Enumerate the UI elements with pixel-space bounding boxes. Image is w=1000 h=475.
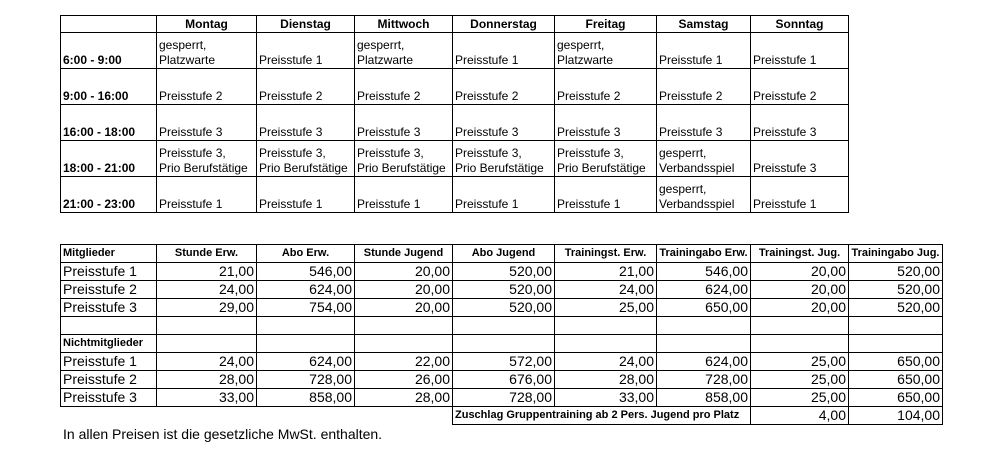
price-column-header (355, 245, 453, 263)
schedule-cell (751, 69, 849, 105)
price-value (657, 263, 751, 281)
price-level-text: Preisstufe 2 (63, 371, 137, 387)
price-column-header (657, 245, 751, 263)
header-label: Trainingst. Jug. (758, 247, 841, 259)
day-label: Donnerstag (470, 16, 537, 31)
price-value (555, 299, 657, 317)
schedule-cell (751, 105, 849, 141)
price-value-text: 28,00 (618, 371, 654, 387)
members-section-label (61, 245, 157, 263)
schedule-header-row (61, 16, 849, 33)
price-value-text: 728,00 (309, 371, 352, 387)
schedule-cell (257, 69, 355, 105)
schedule-cell-line: Verbandsspiel (659, 197, 735, 211)
price-value-text: 520,00 (897, 281, 940, 297)
schedule-cell (355, 177, 453, 213)
schedule-cell-line: Preisstufe 1 (753, 53, 817, 67)
price-row (61, 371, 943, 389)
day-label: Freitag (585, 16, 626, 31)
day-label: Sonntag (775, 16, 824, 31)
non-members-row (61, 335, 943, 353)
schedule-cell-line: Verbandsspiel (659, 161, 735, 175)
day-header (355, 16, 453, 33)
surcharge-value-text: 4,00 (818, 407, 846, 423)
price-value (849, 371, 943, 389)
day-label: Dienstag (280, 16, 331, 31)
schedule-cell (355, 141, 453, 177)
price-value-text: 676,00 (509, 371, 552, 387)
header-label: Mitglieder (63, 247, 115, 259)
empty-cell (61, 407, 157, 425)
price-value-text: 546,00 (705, 263, 748, 279)
price-value-text: 24,00 (218, 281, 254, 297)
day-header (257, 16, 355, 33)
schedule-cell-line: Prio Berufstätige (455, 161, 544, 175)
price-value (257, 353, 355, 371)
price-value-text: 26,00 (414, 371, 450, 387)
schedule-cell (355, 69, 453, 105)
price-value (657, 371, 751, 389)
schedule-corner-cell (61, 16, 157, 33)
schedule-cell-line: Preisstufe 3 (557, 125, 621, 139)
day-header (751, 16, 849, 33)
price-value (751, 353, 849, 371)
schedule-cell (453, 177, 555, 213)
schedule-cell-line: Preisstufe 3 (159, 125, 223, 139)
price-value-text: 24,00 (618, 353, 654, 369)
price-level-text: Preisstufe 3 (63, 389, 137, 405)
schedule-cell (257, 105, 355, 141)
price-level-label (61, 299, 157, 317)
schedule-cell (157, 105, 257, 141)
empty-cell (157, 407, 257, 425)
price-value-text: 28,00 (414, 389, 450, 405)
surcharge-text: Zuschlag Gruppentraining ab 2 Pers. Jugend pro Platz (455, 409, 740, 421)
price-column-header (453, 245, 555, 263)
header-label: Abo Erw. (281, 247, 330, 259)
price-value (849, 281, 943, 299)
price-value-text: 650,00 (897, 389, 940, 405)
day-label: Samstag (678, 16, 729, 31)
schedule-cell (157, 69, 257, 105)
schedule-cell-line: Preisstufe 3 (455, 125, 519, 139)
schedule-cell-line: Preisstufe 1 (455, 53, 519, 67)
price-value (751, 299, 849, 317)
price-value-text: 624,00 (705, 353, 748, 369)
time-slot (61, 141, 157, 177)
price-value (355, 299, 453, 317)
price-value (849, 299, 943, 317)
day-header (453, 16, 555, 33)
schedule-cell-line: Preisstufe 3, (357, 146, 424, 160)
schedule-cell (453, 69, 555, 105)
schedule-cell-line: Preisstufe 2 (455, 89, 519, 103)
price-level-label (61, 371, 157, 389)
schedule-cell-line: Preisstufe 3, (259, 146, 326, 160)
schedule-row (61, 69, 849, 105)
day-header (555, 16, 657, 33)
price-value-text: 858,00 (705, 389, 748, 405)
price-column-header (849, 245, 943, 263)
schedule-cell (157, 141, 257, 177)
schedule-cell (157, 33, 257, 69)
schedule-cell-line: Preisstufe 3, (557, 146, 624, 160)
price-value (157, 389, 257, 407)
price-value-text: 24,00 (618, 281, 654, 297)
price-value-text: 728,00 (705, 371, 748, 387)
empty-cell (257, 407, 355, 425)
price-column-header (157, 245, 257, 263)
header-label: Stunde Jugend (363, 247, 444, 259)
price-value (555, 371, 657, 389)
time-slot-label: 6:00 - 9:00 (63, 53, 122, 67)
price-value (355, 389, 453, 407)
schedule-cell-line: Preisstufe 3 (659, 125, 723, 139)
empty-cell (555, 317, 657, 335)
header-label: Abo Jugend (471, 247, 536, 259)
price-value-text: 24,00 (218, 353, 254, 369)
day-label: Montag (185, 16, 228, 31)
vat-footnote: In allen Preisen ist die gesetzliche MwSt. enthalten. (63, 426, 383, 442)
surcharge-label (453, 407, 751, 425)
schedule-cell-line: Preisstufe 1 (259, 197, 323, 211)
schedule-cell-line: gesperrt, (659, 146, 707, 160)
schedule-cell (453, 141, 555, 177)
price-value (849, 389, 943, 407)
schedule-cell-line: Preisstufe 1 (659, 53, 723, 67)
price-value-text: 33,00 (618, 389, 654, 405)
price-value (257, 389, 355, 407)
empty-cell (257, 317, 355, 335)
price-value-text: 520,00 (509, 263, 552, 279)
schedule-cell-line: Preisstufe 2 (357, 89, 421, 103)
price-value (157, 281, 257, 299)
price-level-text: Preisstufe 2 (63, 281, 137, 297)
price-value-text: 650,00 (897, 353, 940, 369)
schedule-cell-line: Preisstufe 3, (159, 146, 226, 160)
empty-cell (157, 335, 257, 353)
price-value (555, 281, 657, 299)
price-value (453, 281, 555, 299)
price-value (157, 299, 257, 317)
price-value (355, 281, 453, 299)
schedule-cell-line: Preisstufe 3 (259, 125, 323, 139)
day-header (157, 16, 257, 33)
schedule-cell (257, 141, 355, 177)
price-value (453, 263, 555, 281)
surcharge-row (61, 407, 943, 425)
schedule-cell-line: Preisstufe 2 (753, 89, 817, 103)
price-value (657, 353, 751, 371)
price-value (257, 281, 355, 299)
price-value (453, 371, 555, 389)
time-slot (61, 177, 157, 213)
header-label: Trainingabo Erw. (659, 247, 748, 259)
schedule-cell (751, 33, 849, 69)
schedule-cell-line: Prio Berufstätige (259, 161, 348, 175)
price-value-text: 728,00 (509, 389, 552, 405)
surcharge-value (751, 407, 849, 425)
price-value (453, 389, 555, 407)
schedule-cell (657, 33, 751, 69)
schedule-row (61, 105, 849, 141)
price-value-text: 520,00 (509, 299, 552, 315)
price-header-row (61, 245, 943, 263)
price-value-text: 28,00 (218, 371, 254, 387)
price-value-text: 858,00 (309, 389, 352, 405)
section-label: Nichtmitglieder (63, 337, 144, 349)
time-slot-label: 16:00 - 18:00 (63, 125, 136, 139)
price-value-text: 21,00 (618, 263, 654, 279)
day-label: Mittwoch (377, 16, 430, 31)
schedule-cell-line: Preisstufe 2 (659, 89, 723, 103)
non-members-section-label (61, 335, 157, 353)
schedule-cell (453, 33, 555, 69)
schedule-cell-line: Preisstufe 1 (753, 197, 817, 211)
schedule-cell (555, 177, 657, 213)
price-value-text: 29,00 (218, 299, 254, 315)
price-value-text: 25,00 (810, 353, 846, 369)
schedule-cell-line: Preisstufe 2 (557, 89, 621, 103)
price-value-text: 25,00 (618, 299, 654, 315)
empty-cell (751, 317, 849, 335)
price-value-text: 572,00 (509, 353, 552, 369)
price-level-label (61, 353, 157, 371)
schedule-cell (751, 141, 849, 177)
schedule-cell (453, 105, 555, 141)
empty-cell (657, 317, 751, 335)
schedule-cell-line: Preisstufe 3, (455, 146, 522, 160)
price-value-text: 25,00 (810, 371, 846, 387)
price-value (157, 263, 257, 281)
price-value (751, 371, 849, 389)
price-value-text: 624,00 (705, 281, 748, 297)
day-header (657, 16, 751, 33)
price-value (849, 263, 943, 281)
price-value (657, 389, 751, 407)
empty-cell (355, 335, 453, 353)
empty-cell (849, 317, 943, 335)
header-label: Stunde Erw. (174, 247, 239, 259)
price-value-text: 21,00 (218, 263, 254, 279)
schedule-cell-line: gesperrt, (659, 182, 707, 196)
price-value-text: 650,00 (897, 371, 940, 387)
time-slot-label: 21:00 - 23:00 (63, 197, 136, 211)
surcharge-value (849, 407, 943, 425)
schedule-cell-line: Prio Berufstätige (557, 161, 646, 175)
price-value (751, 281, 849, 299)
price-value-text: 20,00 (414, 281, 450, 297)
schedule-cell-line: Preisstufe 1 (357, 197, 421, 211)
price-value (657, 281, 751, 299)
schedule-cell-line: Prio Berufstätige (357, 161, 446, 175)
price-value (555, 389, 657, 407)
price-value (257, 299, 355, 317)
price-value-text: 33,00 (218, 389, 254, 405)
price-value-text: 624,00 (309, 353, 352, 369)
header-label: Trainingabo Jug. (851, 247, 940, 259)
empty-cell (257, 335, 355, 353)
price-value (555, 353, 657, 371)
schedule-row (61, 33, 849, 69)
price-level-label (61, 389, 157, 407)
price-value-text: 754,00 (309, 299, 352, 315)
price-value (849, 353, 943, 371)
price-level-text: Preisstufe 1 (63, 353, 137, 369)
time-slot-label: 9:00 - 16:00 (63, 89, 129, 103)
schedule-row (61, 141, 849, 177)
spacer-row (61, 317, 943, 335)
price-value-text: 520,00 (897, 263, 940, 279)
price-value (355, 371, 453, 389)
price-column-header (751, 245, 849, 263)
price-value (453, 353, 555, 371)
price-table (60, 244, 943, 425)
price-row (61, 353, 943, 371)
schedule-table (60, 15, 849, 213)
schedule-cell (657, 105, 751, 141)
price-row (61, 281, 943, 299)
schedule-cell-line: Preisstufe 1 (159, 197, 223, 211)
schedule-cell-line: Platzwarte (357, 53, 414, 67)
price-value (453, 299, 555, 317)
empty-cell (657, 335, 751, 353)
price-value-text: 20,00 (414, 299, 450, 315)
schedule-cell (751, 177, 849, 213)
schedule-cell (555, 141, 657, 177)
schedule-cell (257, 177, 355, 213)
price-row (61, 263, 943, 281)
schedule-cell-line: gesperrt, (557, 38, 605, 52)
schedule-cell (657, 177, 751, 213)
price-value-text: 650,00 (705, 299, 748, 315)
empty-cell (849, 335, 943, 353)
time-slot (61, 69, 157, 105)
price-value (257, 263, 355, 281)
price-row (61, 299, 943, 317)
price-value (355, 263, 453, 281)
price-value (751, 263, 849, 281)
price-row (61, 389, 943, 407)
empty-cell (555, 335, 657, 353)
empty-cell (355, 407, 453, 425)
time-slot (61, 105, 157, 141)
price-level-label (61, 263, 157, 281)
price-value (157, 371, 257, 389)
empty-cell (453, 317, 555, 335)
price-value (355, 353, 453, 371)
price-value (257, 371, 355, 389)
schedule-cell (657, 141, 751, 177)
schedule-cell (657, 69, 751, 105)
schedule-cell (555, 69, 657, 105)
schedule-cell (157, 177, 257, 213)
price-level-text: Preisstufe 1 (63, 263, 137, 279)
price-value (751, 389, 849, 407)
empty-cell (157, 317, 257, 335)
schedule-cell-line: Platzwarte (159, 53, 216, 67)
surcharge-value-text: 104,00 (897, 407, 940, 423)
price-value-text: 20,00 (810, 263, 846, 279)
empty-cell (355, 317, 453, 335)
price-column-header (257, 245, 355, 263)
price-level-text: Preisstufe 3 (63, 299, 137, 315)
schedule-cell (355, 105, 453, 141)
schedule-cell-line: Preisstufe 1 (455, 197, 519, 211)
schedule-cell-line: Preisstufe 2 (159, 89, 223, 103)
empty-cell (453, 335, 555, 353)
price-value-text: 520,00 (509, 281, 552, 297)
price-value-text: 20,00 (810, 299, 846, 315)
schedule-cell-line: Prio Berufstätige (159, 161, 248, 175)
price-column-header (555, 245, 657, 263)
price-value-text: 624,00 (309, 281, 352, 297)
schedule-cell-line: Preisstufe 1 (259, 53, 323, 67)
price-value-text: 20,00 (810, 281, 846, 297)
price-value-text: 546,00 (309, 263, 352, 279)
price-value (157, 353, 257, 371)
schedule-cell (355, 33, 453, 69)
schedule-cell-line: Preisstufe 3 (357, 125, 421, 139)
schedule-cell-line: Preisstufe 3 (753, 161, 817, 175)
price-value-text: 20,00 (414, 263, 450, 279)
price-value-text: 520,00 (897, 299, 940, 315)
empty-cell (61, 317, 157, 335)
schedule-cell (257, 33, 355, 69)
schedule-cell-line: Preisstufe 2 (259, 89, 323, 103)
price-value-text: 25,00 (810, 389, 846, 405)
schedule-cell (555, 33, 657, 69)
price-value (555, 263, 657, 281)
schedule-cell-line: Preisstufe 3 (753, 125, 817, 139)
price-value-text: 22,00 (414, 353, 450, 369)
schedule-cell-line: Preisstufe 1 (557, 197, 621, 211)
schedule-cell-line: Platzwarte (557, 53, 614, 67)
time-slot-label: 18:00 - 21:00 (63, 161, 136, 175)
schedule-cell-line: gesperrt, (357, 38, 405, 52)
schedule-row (61, 177, 849, 213)
empty-cell (751, 335, 849, 353)
time-slot (61, 33, 157, 69)
header-label: Trainingst. Erw. (564, 247, 647, 259)
schedule-cell-line: gesperrt, (159, 38, 207, 52)
price-level-label (61, 281, 157, 299)
schedule-cell (555, 105, 657, 141)
price-value (657, 299, 751, 317)
